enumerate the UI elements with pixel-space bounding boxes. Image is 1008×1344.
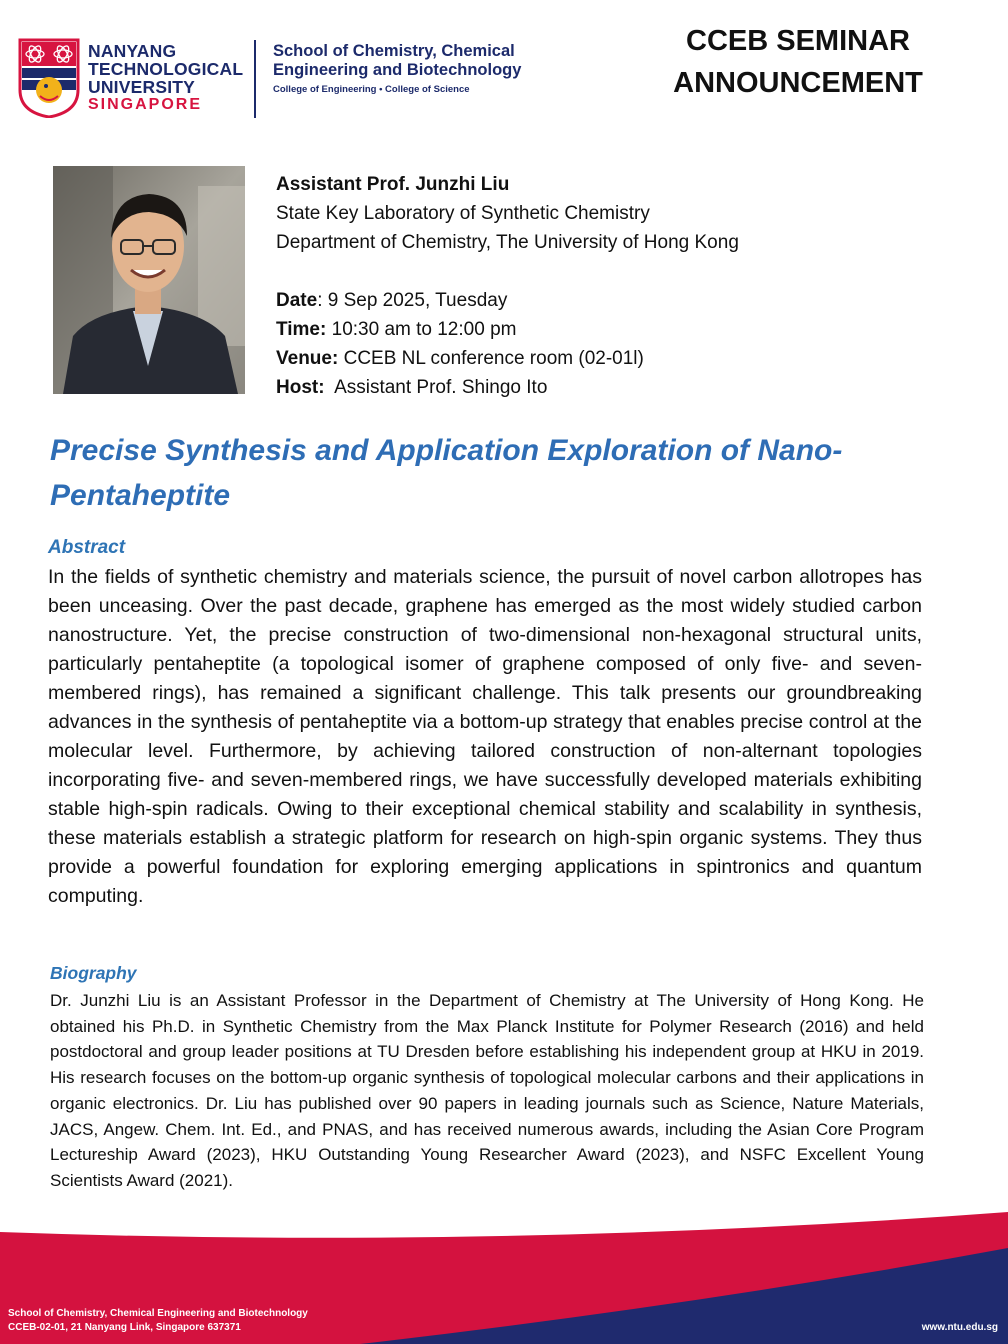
speaker-info — [276, 170, 739, 402]
ntu-wordmark — [88, 42, 243, 114]
time-value: 10:30 am to 12:00 pm — [326, 319, 517, 340]
abstract-text: In the fields of synthetic chemistry and materials science, the pursuit of novel carbon allotropes has been unceasing. Over the past decade, graphene has emerged as the most widely studied carbon nanostructure. Yet, the precise construction of two-dimensional non-hexagonal structural units, particularly pentaheptite (a topological isomer of graphene composed of only five- and seven-membered rings), has remained a significant challenge. This talk presents our groundbreaking advances in the synthesis of pentaheptite via a bottom-up strategy that enables precise control at the molecular level. Furthermore, by achieving tailored construction of non-alternant topologies incorporating five- and seven-membered rings, we have successfully developed materials exhibiting stable high-spin radicals. Owing to their exceptional chemical stability and scalability in synthesis, these materials establish a strategic platform for research on high-spin organic systems. They thus provide a powerful foundation for exploring emerging applications in spintronics and quantum computing. — [48, 566, 922, 907]
school-name — [273, 42, 521, 80]
footer-website-link[interactable]: www.ntu.edu.sg — [921, 1322, 998, 1333]
speaker-department: Department of Chemistry, The University of Hong Kong — [276, 232, 739, 253]
footer-address — [8, 1307, 308, 1335]
time-label: Time: — [276, 319, 327, 340]
ntu-name-line: TECHNOLOGICAL — [88, 59, 244, 79]
ntu-country: SINGAPORE — [88, 96, 203, 113]
host-label: Host: — [276, 377, 325, 398]
host-value: Assistant Prof. Shingo Ito — [324, 377, 548, 398]
venue-label: Venue: — [276, 348, 339, 369]
talk-title: Precise Synthesis and Application Exploration of Nano-Pentaheptite — [50, 434, 843, 512]
logo-divider — [254, 40, 256, 118]
seminar-venue — [276, 344, 739, 373]
abstract-heading: Abstract — [48, 537, 126, 558]
ntu-logo — [18, 38, 538, 122]
announcement-line: ANNOUNCEMENT — [673, 67, 923, 99]
date-label: Date — [276, 290, 318, 311]
biography-text: Dr. Junzhi Liu is an Assistant Professor in the Department of Chemistry at The University of Hong Kong. He obtained his Ph.D. in Synthetic Chemistry from the Max Planck Institute for Polymer Research (2016) and held postdoctoral and group leader positions at TU Dresden before establishing his independent group at HKU in 2019. His research focuses on the bottom-up organic synthesis of topological molecular carbons and their applications in organic electronics. Dr. Liu has published over 90 papers in leading journals such as Science, Nature Materials, JACS, Angew. Chem. Int. Ed., and PNAS, and has received numerous awards, including the Asian Core Program Lectureship Award (2023), HKU Outstanding Young Researcher Award (2023), and NSFC Excellent Young Scientists Award (2021). — [50, 991, 924, 1190]
announcement-line: CCEB SEMINAR — [686, 25, 910, 57]
date-value: : 9 Sep 2025, Tuesday — [317, 290, 508, 311]
school-name-line: Engineering and Biotechnology — [273, 61, 522, 79]
footer-address-line: CCEB-02-01, 21 Nanyang Link, Singapore 637371 — [8, 1322, 241, 1333]
seminar-date — [276, 286, 739, 315]
ntu-crest-icon — [18, 38, 80, 118]
college-line: College of Engineering • College of Science — [273, 84, 470, 95]
school-name-line: School of Chemistry, Chemical — [273, 42, 515, 60]
speaker-name: Assistant Prof. Junzhi Liu — [276, 174, 510, 195]
seminar-announcement-title — [648, 20, 948, 104]
ntu-name-line: NANYANG — [88, 41, 177, 61]
seminar-host — [276, 373, 739, 402]
ntu-name-line: UNIVERSITY — [88, 77, 196, 97]
venue-value: CCEB NL conference room (02-01l) — [338, 348, 644, 369]
speaker-photo — [53, 166, 245, 394]
seminar-time — [276, 315, 739, 344]
spacer — [276, 257, 739, 286]
biography-heading: Biography — [50, 963, 137, 983]
footer-address-line: School of Chemistry, Chemical Engineering and Biotechnology — [8, 1308, 308, 1319]
speaker-affiliation: State Key Laboratory of Synthetic Chemistry — [276, 203, 650, 224]
